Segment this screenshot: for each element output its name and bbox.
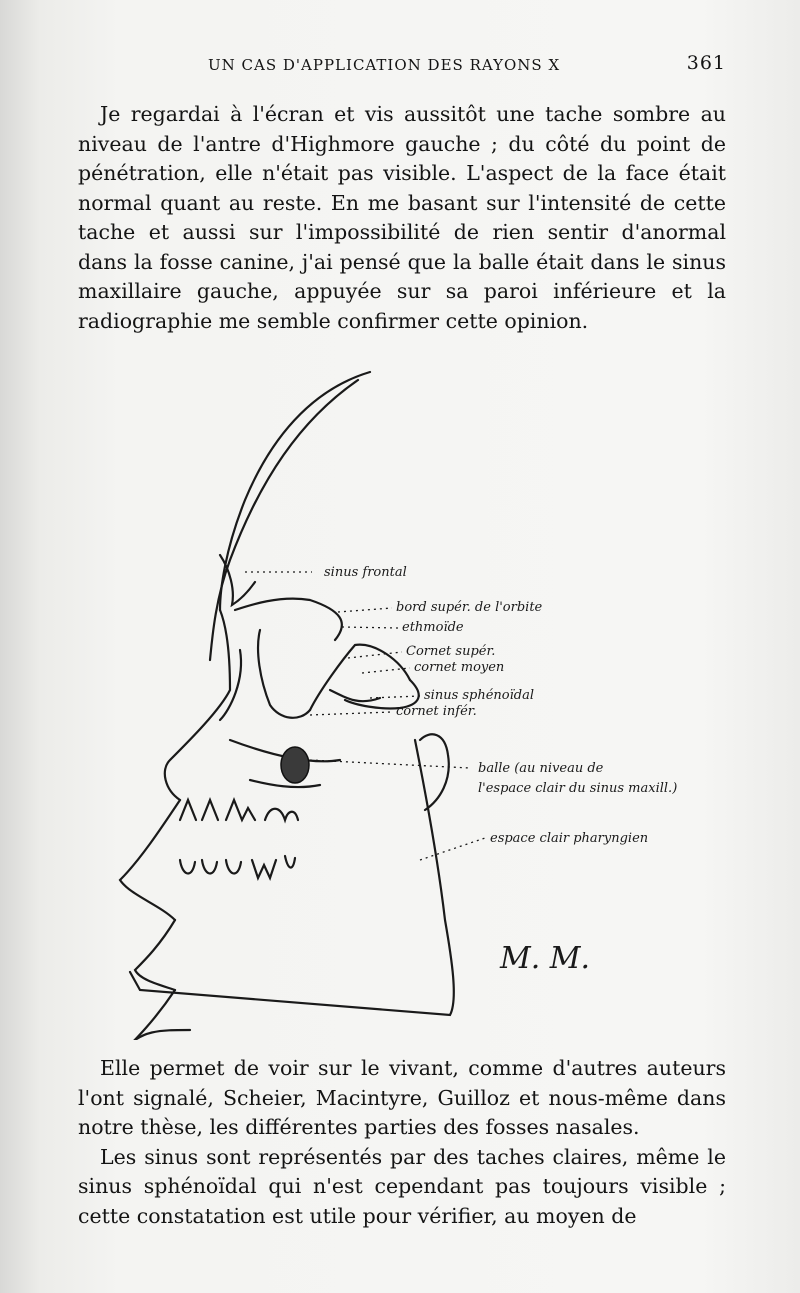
label-ethmoide: ethmoïde (402, 620, 464, 635)
tooth-lower-1 (180, 860, 195, 874)
label-sinus-sphenoidal: sinus sphénoïdal (424, 688, 535, 703)
leader-bord-orbite (338, 608, 392, 612)
label-cornet-moyen: cornet moyen (414, 660, 505, 675)
leader-balle (310, 760, 470, 768)
label-espace-pharyngien: espace clair pharyngien (490, 831, 649, 846)
maxilla-line (250, 780, 320, 787)
cornet-inf-outline (330, 690, 380, 701)
ethmoid-outline (258, 630, 310, 718)
label-balle-2: l'espace clair du sinus maxill.) (478, 781, 678, 796)
label-balle-1: balle (au niveau de (478, 761, 604, 776)
page-number: 361 (686, 52, 726, 74)
tooth-lower-4 (252, 860, 276, 878)
paragraph-top: Je regardai à l'écran et vis aussitôt une tache sombre au niveau de l'antre d'Highmore gauche ; du côté du point de pénétration, elle n'était pas visible. L'aspect de la face était normal quant au reste. En me basant sur l'intensité de cette tache et aussi sur l'impossibilité de rien sentir d'anormal dans la fosse canine, j'ai pensé que la balle était dans le sinus maxillaire gauche, appuyée sur sa paroi inférieure et la radiographie me semble confirmer cette opinion. (78, 102, 726, 333)
tooth-lower-2 (202, 860, 217, 874)
skull-profile-drawing (80, 360, 740, 1040)
label-cornet-inf: cornet infér. (396, 704, 477, 719)
label-sinus-frontal: sinus frontal (324, 565, 407, 580)
tooth-upper-4 (265, 809, 298, 820)
nose-outline (165, 610, 230, 800)
top-paragraph-block (78, 100, 726, 336)
frontal-inner-outline (210, 380, 358, 660)
frontal-sinus-outline (220, 555, 255, 605)
page-header (208, 50, 726, 78)
paragraph-bottom-2: Les sinus sont représentés par des taches claires, même le sinus sphénoïdal qui n'est cependant pas toujours visible ; cette constatation est utile pour vérifier, au moyen de (78, 1144, 726, 1228)
tooth-upper-2 (202, 800, 218, 820)
bullet-shadow (281, 747, 309, 783)
tooth-upper-3 (226, 800, 255, 820)
bottom-paragraph-block (78, 1054, 726, 1231)
running-title: UN CAS D'APPLICATION DES RAYONS X (208, 56, 561, 74)
chin-upper (135, 920, 175, 990)
artist-signature: M. M. (500, 941, 591, 976)
label-cornet-sup: Cornet supér. (406, 644, 496, 659)
tooth-upper-1 (180, 800, 196, 820)
tooth-lower-3 (226, 860, 241, 874)
tooth-lower-5 (285, 856, 295, 868)
ramus-outline (420, 734, 449, 810)
leader-cornet-inf (310, 712, 392, 715)
xray-sketch-figure (80, 360, 740, 1040)
paragraph-bottom-1: Elle permet de voir sur le vivant, comme d'autres auteurs l'ont signalé, Scheier, Macintyre, Guilloz et nous-même dans notre thèse, les différentes parties des fosses nasales. (78, 1056, 726, 1139)
leader-espace-pharyngien (420, 838, 485, 860)
lip-outline (120, 800, 180, 920)
leader-sphenoidal (370, 696, 420, 698)
leader-cornet-sup (348, 652, 402, 658)
label-bord-orbite: bord supér. de l'orbite (396, 600, 543, 615)
leader-ethmoide (342, 627, 398, 628)
orbit-roof (235, 599, 342, 640)
